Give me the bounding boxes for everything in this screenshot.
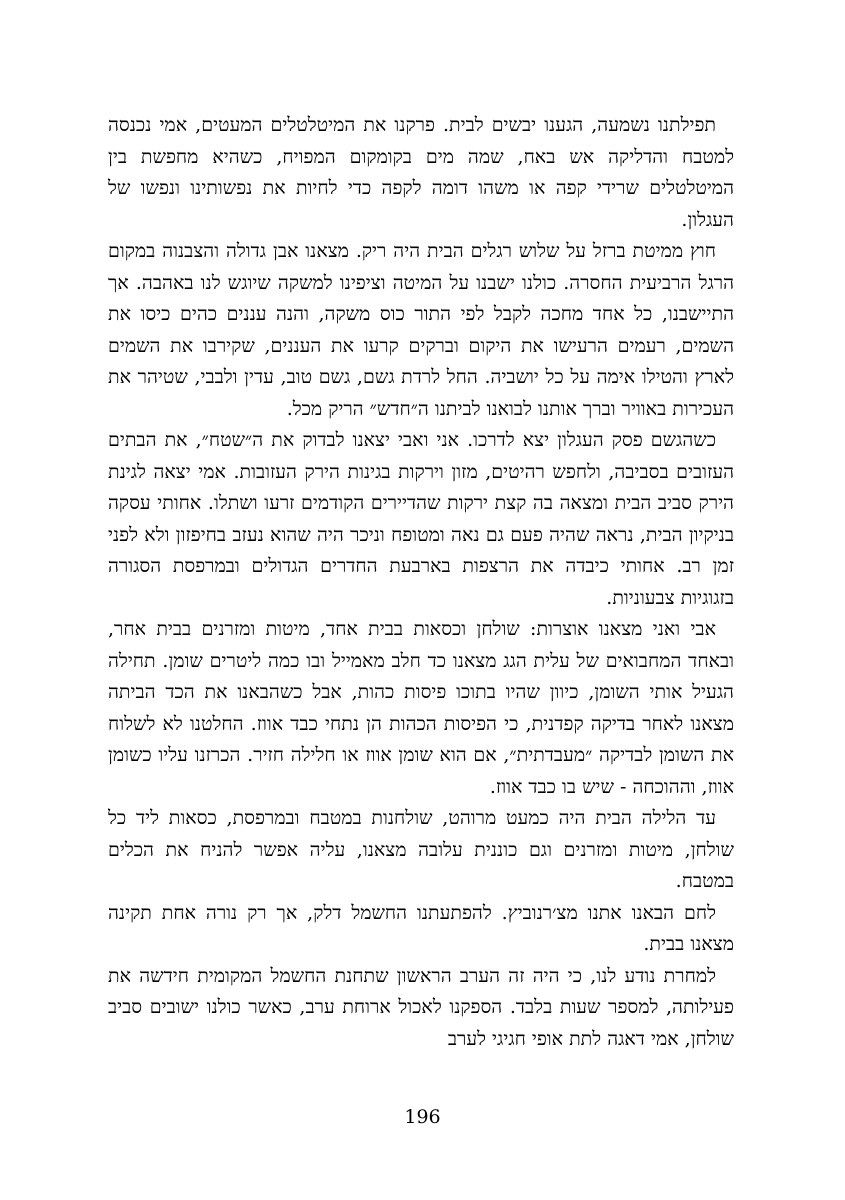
paragraph: למחרת נודע לנו, כי היה זה הערב הראשון שתחנת החשמל המקומית חידשה את פעילותה, למספר שעות בלבד. הספקנו לאכול ארוחת ערב, כאשר כולנו ישובים סביב שולחן, אמי דאגה לתת אופי חגיגי לערב <box>108 964 734 1050</box>
paragraph: לחם הבאנו אתנו מצ׳רנוביץ. להפתעתנו החשמל דלק, אך רק נורה אחת תקינה מצאנו בבית. <box>108 901 734 955</box>
paragraph: חוץ ממיטת ברזל על שלוש רגלים הבית היה ריק. מצאנו אבן גדולה והצבנוה במקום הרגל הרביעית החסרה. כולנו ישבנו על המיטה וציפינו למשקה שיוגש לנו באהבה. אך התיישבנו, כל אחד מחכה לקבל לפי התור כוס משקה, והנה עננים כהים כיסו את השמים, רעמים הרעישו את היקום וברקים קרעו את העננים, שקירבו את השמים לארץ והטילו אימה על כל יושביה. החל לרדת גשם, גשם טוב, עדין ולבבי, שטיהר את העכירות באוויר וברך אותנו לבואנו לביתנו ה״חדש״ הריק מכל. <box>108 240 734 420</box>
paragraph: כשהגשם פסק העגלון יצא לדרכו. אני ואבי יצאנו לבדוק את ה״שטח״, את הבתים העזובים בסביבה, ולחפש רהיטים, מזון וירקות בגינות הירק העזובות. אמי יצאה לגינת הירק סביב הבית ומצאה בה קצת ירקות שהדיירים הקודמים זרעו ושתלו. אחותי עסקה בניקיון הבית, נראה שהיה פעם גם נאה ומטופח וניכר היה שהוא נעזב בחיפזון ולא לפני זמן רב. אחותי כיבדה את הרצפות בארבעת החדרים הגדולים ובמרפסת הסגורה בזגוגיות צבעוניות. <box>108 429 734 609</box>
paragraph: תפילתנו נשמעה, הגענו יבשים לבית. פרקנו את המיטלטלים המעטים, אמי נכנסה למטבח והדליקה אש באח, שמה מים בקומקום המפויח, כשהיא מחפשת בין המיטלטלים שרידי קפה או משהו דומה לקפה כדי לחיות את נפשותינו ונפשו של העגלון. <box>108 114 734 231</box>
page-number: 196 <box>404 1106 441 1128</box>
paragraph: אבי ואני מצאנו אוצרות: שולחן וכסאות בבית אחד, מיטות ומזרנים בבית אחר, ובאחד המחבואים של עלית הגג מצאנו כד חלב מאמייל ובו כמה ליטרים שומן. תחילה הגעיל אותי השומן, כיוון שהיו בתוכו פיסות כהות, אבל כשהבאנו את הכד הביתה מצאנו לאחר בדיקה קפדנית, כי הפיסות הכהות הן נתחי כבד אווז. החלטנו לא לשלוח את השומן לבדיקה ״מעבדתית״, אם הוא שומן אווז או חלילה חזיר. הכרזנו עליו כשומן אווז, וההוכחה - שיש בו כבד אווז. <box>108 618 734 798</box>
body-text <box>108 110 734 1055</box>
paragraph: עד הלילה הבית היה כמעט מרוהט, שולחנות במטבח ובמרפסת, כסאות ליד כל שולחן, מיטות ומזרנים וגם כוננית עלובה מצאנו, עליה אפשר להניח את הכלים במטבח. <box>108 807 734 892</box>
